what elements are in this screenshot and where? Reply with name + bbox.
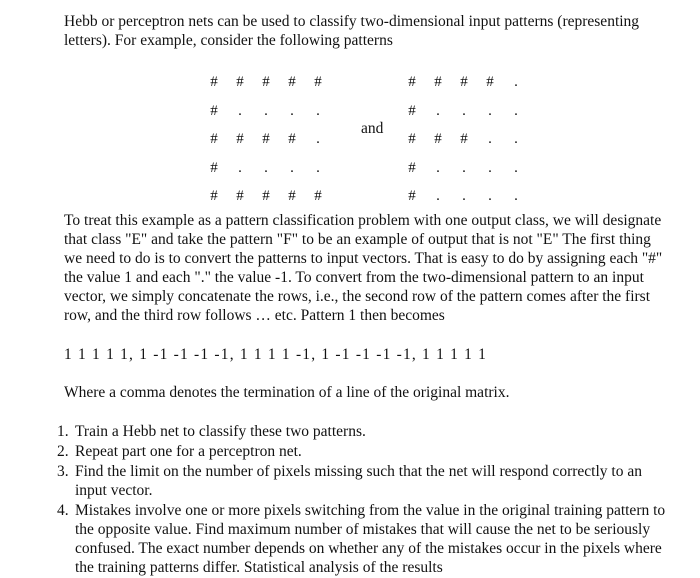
pattern-f-cell: # <box>408 188 416 204</box>
pattern-f-cell: # <box>408 74 416 90</box>
pattern-f-cell: # <box>434 131 442 147</box>
list-item <box>57 422 672 441</box>
pattern-e-cell: # <box>262 74 270 90</box>
task-text: Mistakes involve one or more pixels switching from the value in the original training pattern to the opposite value. Find maximum number of mistakes that will cause the net to be seriously confused. The exact number depends on whether any of the mistakes occur in the pixels where the training patterns differ. Statistical analysis of the results <box>75 502 666 576</box>
input-vector: 1 1 1 1 1, 1 -1 -1 -1 -1, 1 1 1 1 -1, 1 -1 -1 -1 -1, 1 1 1 1 1 <box>64 346 488 363</box>
pattern-e-cell: . <box>264 102 268 119</box>
pattern-f-cell: . <box>488 188 492 204</box>
task-number: 4. <box>57 502 69 519</box>
pattern-e-grid <box>201 68 331 211</box>
pattern-f-cell: . <box>514 102 518 119</box>
pattern-e-cell: # <box>210 102 218 119</box>
pattern-f-cell: # <box>460 74 468 90</box>
pattern-e-cell: # <box>236 188 244 204</box>
pattern-f-cell: . <box>436 188 440 204</box>
pattern-f-cell: . <box>488 159 492 176</box>
pattern-e-cell: # <box>288 131 296 147</box>
pattern-f-cell: . <box>514 159 518 176</box>
pattern-e-cell: # <box>262 131 270 147</box>
pattern-e-cell: # <box>288 74 296 90</box>
pattern-f-cell: . <box>436 102 440 119</box>
pattern-f-cell: # <box>408 131 416 147</box>
pattern-e-cell: # <box>262 188 270 204</box>
pattern-e-cell: . <box>316 131 320 147</box>
task-list <box>57 422 672 578</box>
pattern-f-cell: # <box>408 159 416 176</box>
list-item <box>57 442 672 461</box>
task-number: 3. <box>57 463 69 480</box>
pattern-f-cell: . <box>514 74 518 90</box>
pattern-f-cell: . <box>436 159 440 176</box>
pattern-e-cell: . <box>316 159 320 176</box>
task-text: Find the limit on the number of pixels missing such that the net will respond correctly to an input vector. <box>75 463 642 499</box>
pattern-f-cell: . <box>488 102 492 119</box>
pattern-f-cell: # <box>486 74 494 90</box>
task-text: Repeat part one for a perceptron net. <box>75 443 302 460</box>
comma-note: Where a comma denotes the termination of a line of the original matrix. <box>64 384 510 401</box>
pattern-f-cell: . <box>462 159 466 176</box>
pattern-f-cell: # <box>460 131 468 147</box>
pattern-e-cell: # <box>210 188 218 204</box>
pattern-e-cell: . <box>264 159 268 176</box>
pattern-e-cell: . <box>238 102 242 119</box>
pattern-f-cell: . <box>514 188 518 204</box>
pattern-e-cell: # <box>314 74 322 90</box>
pattern-e-cell: # <box>210 159 218 176</box>
pattern-e-cell: # <box>236 74 244 90</box>
pattern-e-cell: # <box>236 131 244 147</box>
pattern-e-cell: . <box>316 102 320 119</box>
pattern-f-cell: . <box>514 131 518 147</box>
pattern-e-cell: # <box>210 131 218 147</box>
pattern-f-grid <box>399 68 529 211</box>
pattern-f-cell: . <box>462 188 466 204</box>
task-number: 2. <box>57 443 69 460</box>
and-label: and <box>361 120 384 137</box>
task-number: 1. <box>57 423 69 440</box>
pattern-e-cell: # <box>288 188 296 204</box>
pattern-f-cell: . <box>462 102 466 119</box>
list-item <box>57 462 672 500</box>
list-item <box>57 501 672 577</box>
pattern-e-cell: . <box>290 159 294 176</box>
pattern-f-cell: # <box>408 102 416 119</box>
pattern-figure <box>0 68 700 204</box>
pattern-f-cell: # <box>434 74 442 90</box>
pattern-e-cell: . <box>238 159 242 176</box>
explanation-paragraph: To treat this example as a pattern classification problem with one output class, we will designate that class "E" and take the pattern "F" to be an example of output that is not "E" The first thing we need to do is to convert the patterns to input vectors. That is easy to do by assigning each "#" the value 1 and each "." the value -1. To convert from the two-dimensional pattern to an input vector, we simply concatenate the rows, i.e., the second row of the pattern comes after the first row, and the third row follows … etc. Pattern 1 then becomes <box>64 212 663 324</box>
pattern-f-cell: . <box>488 131 492 147</box>
intro-paragraph: Hebb or perceptron nets can be used to classify two-dimensional input patterns (representing letters). For example, consider the following patterns <box>64 13 640 49</box>
task-text: Train a Hebb net to classify these two patterns. <box>75 423 366 440</box>
pattern-e-cell: . <box>290 102 294 119</box>
pattern-e-cell: # <box>314 188 322 204</box>
pattern-e-cell: # <box>210 74 218 90</box>
